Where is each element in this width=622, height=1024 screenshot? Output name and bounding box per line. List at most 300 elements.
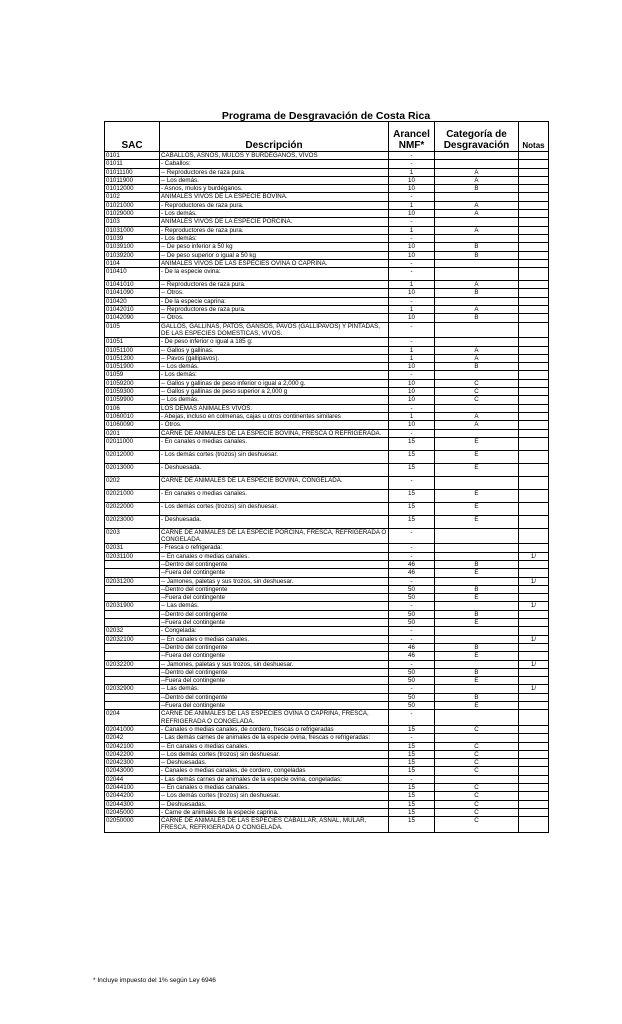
category: B [435,363,519,371]
note [519,734,549,742]
description: -- De peso superior o igual a 50 kg [160,251,389,259]
sac-code: 01042090 [105,314,160,322]
note [519,338,549,346]
category [435,660,519,668]
description: - Canales o medias canales, de cordero, congeladas [160,767,389,775]
category: B [435,289,519,297]
tariff-rate: 46 [389,560,435,568]
tariff-rate: 46 [389,643,435,651]
table-row [105,201,549,209]
table-row [105,354,549,362]
description: -- Otros. [160,314,389,322]
note [519,152,549,160]
table-row [105,218,549,226]
sac-code [105,677,160,685]
description: -- Gallos y gallinas. [160,346,389,354]
category: B [435,185,519,193]
sac-code: 02043000 [105,767,160,775]
sac-code: 01059 [105,371,160,379]
note [519,268,549,281]
category [435,152,519,160]
table-row [105,767,549,775]
table-row [105,243,549,251]
sac-code: 010410 [105,268,160,281]
sac-code: 0203 [105,528,160,544]
description: -- De peso inferior a 50 kg [160,243,389,251]
tariff-rate: 10 [389,251,435,259]
tariff-rate: - [389,218,435,226]
table-row [105,610,549,618]
col-header-descripcion: Descripción [160,122,389,152]
description: - En canales o medias canales. [160,489,389,502]
tariff-rate: 1 [389,412,435,420]
tariff-rate: 15 [389,515,435,528]
tariff-rate: 1 [389,346,435,354]
description: -- Reproductores de raza pura. [160,306,389,314]
category: C [435,792,519,800]
table-row [105,759,549,767]
tariff-rate: 10 [389,176,435,184]
note [519,693,549,701]
category: E [435,619,519,627]
tariff-rate: 50 [389,610,435,618]
category: C [435,817,519,833]
description: -- Deshuesadas. [160,759,389,767]
tariff-rate: 15 [389,808,435,816]
description: --Fuera del contingente [160,652,389,660]
sac-code [105,610,160,618]
table-row [105,800,549,808]
category [435,429,519,437]
description: - Caballos: [160,160,389,168]
tariff-rate: - [389,734,435,742]
description: - Los demás. [160,210,389,218]
description: -- En canales o medias canales. [160,784,389,792]
tariff-rate: 10 [389,421,435,429]
table-row [105,322,549,338]
sac-code: 02031100 [105,552,160,560]
tariff-rate: - [389,297,435,305]
sac-code [105,652,160,660]
tariff-rate: 10 [389,363,435,371]
note [519,594,549,602]
note [519,412,549,420]
sac-code: 02042 [105,734,160,742]
note [519,710,549,726]
tariff-rate: 15 [389,502,435,515]
note [519,652,549,660]
category: E [435,594,519,602]
tariff-rate: 10 [389,396,435,404]
category [435,268,519,281]
table-row [105,168,549,176]
sac-code [105,693,160,701]
note: 1/ [519,602,549,610]
category: B [435,314,519,322]
description: - Las demás carnes de animales de la especie ovina, congeladas: [160,775,389,783]
sac-code: 02044100 [105,784,160,792]
sac-code: 01051900 [105,363,160,371]
tariff-rate: 1 [389,281,435,289]
sac-code: 02023000 [105,515,160,528]
table-row [105,635,549,643]
note [519,725,549,733]
sac-code: 01012000 [105,185,160,193]
category: A [435,354,519,362]
table-row [105,627,549,635]
note [519,643,549,651]
table-row [105,710,549,726]
sac-code: 01060090 [105,421,160,429]
category [435,734,519,742]
note [519,784,549,792]
table-row [105,160,549,168]
category: B [435,610,519,618]
sac-code [105,643,160,651]
note [519,354,549,362]
sac-code: 01031000 [105,226,160,234]
table-row [105,388,549,396]
table-row [105,338,549,346]
table-row [105,421,549,429]
category: E [435,515,519,528]
table-body [105,152,549,833]
sac-code: 02013000 [105,463,160,476]
description: - De peso inferior o igual a 185 g: [160,338,389,346]
sac-code: 01051200 [105,354,160,362]
note [519,450,549,463]
tariff-rate: - [389,152,435,160]
tariff-rate: 15 [389,784,435,792]
description: -- Las demás. [160,602,389,610]
category: A [435,168,519,176]
tariff-rate: - [389,660,435,668]
table-row [105,176,549,184]
note [519,544,549,552]
category: C [435,800,519,808]
table-row [105,268,549,281]
note [519,463,549,476]
description: --Dentro del contingente [160,560,389,568]
description: -- Los demás cortes (trozos) sin deshuesar. [160,792,389,800]
table-row [105,152,549,160]
table-row [105,412,549,420]
header-row [105,122,549,152]
note [519,396,549,404]
note [519,259,549,267]
sac-code: 0202 [105,476,160,489]
description: GALLOS, GALLINAS, PATOS, GANSOS, PAVOS (GALLIPAVOS) Y PINTADAS, DE LAS ESPECIES DOMESTICAS, VIVOS. [160,322,389,338]
sac-code: 02045000 [105,808,160,816]
tariff-rate: 15 [389,742,435,750]
category: C [435,759,519,767]
note [519,226,549,234]
category: E [435,702,519,710]
category: A [435,176,519,184]
sac-code: 0102 [105,193,160,201]
tariff-rate: 10 [389,289,435,297]
category: A [435,421,519,429]
description: - Las demás carnes de animales de la especie ovina, frescas o refrigeradas: [160,734,389,742]
note: 1/ [519,577,549,585]
table-row [105,226,549,234]
table-row [105,437,549,450]
sac-code: 01059200 [105,379,160,387]
tariff-rate: 10 [389,314,435,322]
table-row [105,808,549,816]
description: - Reproductores de raza pura. [160,201,389,209]
note [519,528,549,544]
tariff-rate: - [389,268,435,281]
sac-code: 02042200 [105,750,160,758]
table-row [105,734,549,742]
category: A [435,306,519,314]
category: E [435,652,519,660]
category: E [435,569,519,577]
table-row [105,775,549,783]
description: -- Los demás. [160,396,389,404]
category [435,234,519,242]
note [519,742,549,750]
sac-code: 0104 [105,259,160,267]
description: - Los demás cortes (trozos) sin deshuesar. [160,450,389,463]
note [519,251,549,259]
table-row [105,289,549,297]
tariff-rate: 50 [389,702,435,710]
category [435,193,519,201]
category [435,577,519,585]
note [519,363,549,371]
tariff-rate: - [389,371,435,379]
table-row [105,677,549,685]
category: E [435,437,519,450]
note [519,168,549,176]
note [519,767,549,775]
table-row [105,560,549,568]
tariff-rate: - [389,627,435,635]
sac-code: 01041090 [105,289,160,297]
sac-code: 01039100 [105,243,160,251]
note [519,160,549,168]
sac-code: 0103 [105,218,160,226]
note [519,201,549,209]
table-row [105,643,549,651]
sac-code [105,560,160,568]
description: - De la especie ovina: [160,268,389,281]
category: E [435,489,519,502]
category: E [435,450,519,463]
description: -- Gallos y gallinas de peso inferior o igual a 2,000 g. [160,379,389,387]
note [519,176,549,184]
description: - Canales o medias canales, de cordero, frescas o refrigeradas [160,725,389,733]
description: - Fresca o refrigerada: [160,544,389,552]
tariff-rate: - [389,528,435,544]
table-row [105,371,549,379]
tariff-rate: 15 [389,450,435,463]
note [519,185,549,193]
note [519,502,549,515]
description: --Fuera del contingente [160,702,389,710]
category: C [435,388,519,396]
tariff-rate: 50 [389,677,435,685]
category: C [435,808,519,816]
tariff-rate: 50 [389,693,435,701]
table-row [105,685,549,693]
note [519,808,549,816]
note [519,792,549,800]
description: - Otros. [160,421,389,429]
description: --Dentro del contingente [160,585,389,593]
sac-code: 01039200 [105,251,160,259]
note [519,759,549,767]
tariff-rate: - [389,404,435,412]
sac-code: 01011900 [105,176,160,184]
note [519,379,549,387]
description: - Reproductores de raza pura. [160,226,389,234]
sac-code: 02044 [105,775,160,783]
description: - Abejas, incluso en colmenas, cajas u otros continentes similares [160,412,389,420]
table-row [105,185,549,193]
sac-code: 02032900 [105,685,160,693]
description: -- Los demás. [160,176,389,184]
tariff-rate: 15 [389,759,435,767]
col-header-sac: SAC [105,122,160,152]
category: A [435,201,519,209]
table-row [105,234,549,242]
tariff-table [104,121,549,833]
sac-code: 01059900 [105,396,160,404]
tariff-rate: 50 [389,594,435,602]
description: CABALLOS, ASNOS, MULOS Y BURDÉGANOS, VIVOS [160,152,389,160]
sac-code: 01011 [105,160,160,168]
sac-code: 010420 [105,297,160,305]
description: -- Jamones, paletas y sus trozos, sin deshuesar. [160,577,389,585]
tariff-rate: 10 [389,388,435,396]
tariff-rate: - [389,552,435,560]
note [519,297,549,305]
category: C [435,379,519,387]
note [519,476,549,489]
category: C [435,725,519,733]
tariff-rate: - [389,602,435,610]
note [519,193,549,201]
sac-code: 01051100 [105,346,160,354]
tariff-rate: - [389,710,435,726]
note [519,627,549,635]
table-row [105,668,549,676]
category: A [435,412,519,420]
category [435,544,519,552]
col-header-notas: Notas [519,122,549,152]
sac-code: 0101 [105,152,160,160]
tariff-rate: 46 [389,652,435,660]
table-row [105,251,549,259]
table-row [105,396,549,404]
category: A [435,226,519,234]
note [519,585,549,593]
category [435,635,519,643]
category: B [435,251,519,259]
sac-code [105,594,160,602]
sac-code: 0106 [105,404,160,412]
note [519,775,549,783]
tariff-rate: 50 [389,619,435,627]
sac-code: 02044200 [105,792,160,800]
table-row [105,577,549,585]
description: --Dentro del contingente [160,668,389,676]
col-header-categoria: Categoría de Desgravación [435,122,519,152]
note [519,619,549,627]
sac-code [105,702,160,710]
table-row [105,450,549,463]
note: 1/ [519,685,549,693]
table-row [105,693,549,701]
sac-code: 0204 [105,710,160,726]
table-row [105,619,549,627]
note [519,421,549,429]
sac-code: 01041010 [105,281,160,289]
description: --Fuera del contingente [160,619,389,627]
tariff-rate: 10 [389,243,435,251]
page-title: Programa de Desgravación de Costa Rica [221,110,431,122]
note [519,677,549,685]
sac-code [105,569,160,577]
tariff-rate: 15 [389,792,435,800]
description: -- Los demás. [160,363,389,371]
category: E [435,463,519,476]
table-row [105,314,549,322]
note [519,610,549,618]
description: -- Otros. [160,289,389,297]
description: - Los demás: [160,371,389,379]
description: - Los demás: [160,234,389,242]
sac-code: 02042300 [105,759,160,767]
sac-code: 0201 [105,429,160,437]
tariff-rate: - [389,635,435,643]
note [519,210,549,218]
note [519,800,549,808]
category: A [435,281,519,289]
table-row [105,585,549,593]
category [435,259,519,267]
tariff-rate: 1 [389,354,435,362]
category [435,160,519,168]
description: --Dentro del contingente [160,643,389,651]
description: --Fuera del contingente [160,594,389,602]
note: 1/ [519,552,549,560]
table-row [105,281,549,289]
note [519,404,549,412]
category: C [435,767,519,775]
table-row [105,379,549,387]
note [519,569,549,577]
tariff-rate: - [389,577,435,585]
note [519,817,549,833]
category [435,371,519,379]
description: -- En canales o medias canales. [160,742,389,750]
tariff-rate: 1 [389,201,435,209]
description: - En canales o medias canales. [160,437,389,450]
tariff-rate: - [389,544,435,552]
category [435,338,519,346]
note [519,429,549,437]
description: CARNE DE ANIMALES DE LA ESPECIE BOVINA, CONGELADA. [160,476,389,489]
sac-code: 02012000 [105,450,160,463]
tariff-rate: 15 [389,463,435,476]
tariff-rate: 1 [389,306,435,314]
tariff-rate: 10 [389,210,435,218]
table-row [105,594,549,602]
